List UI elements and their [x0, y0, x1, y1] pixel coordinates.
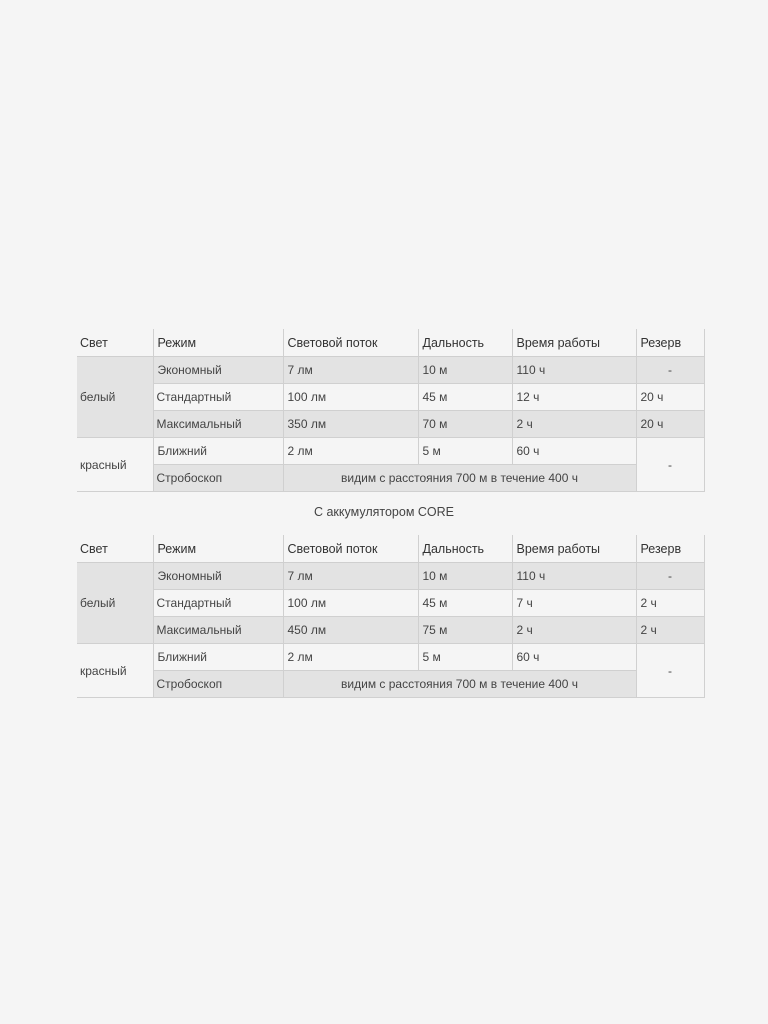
table-row: [77, 438, 704, 465]
header-runtime: Время работы: [512, 535, 636, 563]
table-row: [77, 644, 704, 671]
runtime-cell: 60 ч: [512, 644, 636, 671]
table-row: [77, 384, 704, 411]
table-header-row: [77, 535, 704, 563]
flux-cell: 450 лм: [283, 617, 418, 644]
reserve-cell: 2 ч: [636, 617, 704, 644]
header-mode: Режим: [153, 329, 283, 357]
runtime-cell: 12 ч: [512, 384, 636, 411]
flux-cell: 7 лм: [283, 357, 418, 384]
mode-cell: Стандартный: [153, 384, 283, 411]
mode-cell: Ближний: [153, 438, 283, 465]
spec-table-1: [77, 329, 705, 492]
range-cell: 5 м: [418, 438, 512, 465]
header-light: Свет: [77, 535, 153, 563]
reserve-cell: 20 ч: [636, 411, 704, 438]
header-flux: Световой поток: [283, 329, 418, 357]
header-flux: Световой поток: [283, 535, 418, 563]
flux-cell: 350 лм: [283, 411, 418, 438]
mode-cell: Ближний: [153, 644, 283, 671]
reserve-cell: -: [636, 644, 704, 698]
light-color-cell: красный: [77, 438, 153, 492]
flux-cell: 100 лм: [283, 384, 418, 411]
range-cell: 75 м: [418, 617, 512, 644]
flux-cell: 7 лм: [283, 563, 418, 590]
table-row: [77, 617, 704, 644]
mode-cell: Максимальный: [153, 617, 283, 644]
header-mode: Режим: [153, 535, 283, 563]
table-row: [77, 465, 704, 492]
reserve-cell: -: [636, 438, 704, 492]
flux-cell: 2 лм: [283, 644, 418, 671]
light-color-cell: белый: [77, 357, 153, 438]
table-header-row: [77, 329, 704, 357]
range-cell: 5 м: [418, 644, 512, 671]
table-row: [77, 563, 704, 590]
header-light: Свет: [77, 329, 153, 357]
range-cell: 45 м: [418, 384, 512, 411]
light-color-cell: красный: [77, 644, 153, 698]
reserve-cell: -: [636, 357, 704, 384]
range-cell: 10 м: [418, 357, 512, 384]
light-color-cell: белый: [77, 563, 153, 644]
strobe-description-cell: видим с расстояния 700 м в течение 400 ч: [283, 465, 636, 492]
header-range: Дальность: [418, 535, 512, 563]
header-runtime: Время работы: [512, 329, 636, 357]
flux-cell: 100 лм: [283, 590, 418, 617]
range-cell: 45 м: [418, 590, 512, 617]
table-row: [77, 590, 704, 617]
runtime-cell: 2 ч: [512, 617, 636, 644]
flux-cell: 2 лм: [283, 438, 418, 465]
spec-table-2: [77, 535, 705, 698]
table-row: [77, 411, 704, 438]
mode-cell: Максимальный: [153, 411, 283, 438]
mode-cell: Стробоскоп: [153, 465, 283, 492]
mode-cell: Стандартный: [153, 590, 283, 617]
runtime-cell: 110 ч: [512, 563, 636, 590]
mode-cell: Экономный: [153, 563, 283, 590]
mode-cell: Экономный: [153, 357, 283, 384]
strobe-description-cell: видим с расстояния 700 м в течение 400 ч: [283, 671, 636, 698]
range-cell: 10 м: [418, 563, 512, 590]
mode-cell: Стробоскоп: [153, 671, 283, 698]
runtime-cell: 2 ч: [512, 411, 636, 438]
header-reserve: Резерв: [636, 329, 704, 357]
reserve-cell: 20 ч: [636, 384, 704, 411]
range-cell: 70 м: [418, 411, 512, 438]
header-range: Дальность: [418, 329, 512, 357]
runtime-cell: 110 ч: [512, 357, 636, 384]
runtime-cell: 7 ч: [512, 590, 636, 617]
table-caption: С аккумулятором CORE: [313, 505, 455, 519]
reserve-cell: 2 ч: [636, 590, 704, 617]
table-row: [77, 357, 704, 384]
runtime-cell: 60 ч: [512, 438, 636, 465]
table-row: [77, 671, 704, 698]
header-reserve: Резерв: [636, 535, 704, 563]
reserve-cell: -: [636, 563, 704, 590]
